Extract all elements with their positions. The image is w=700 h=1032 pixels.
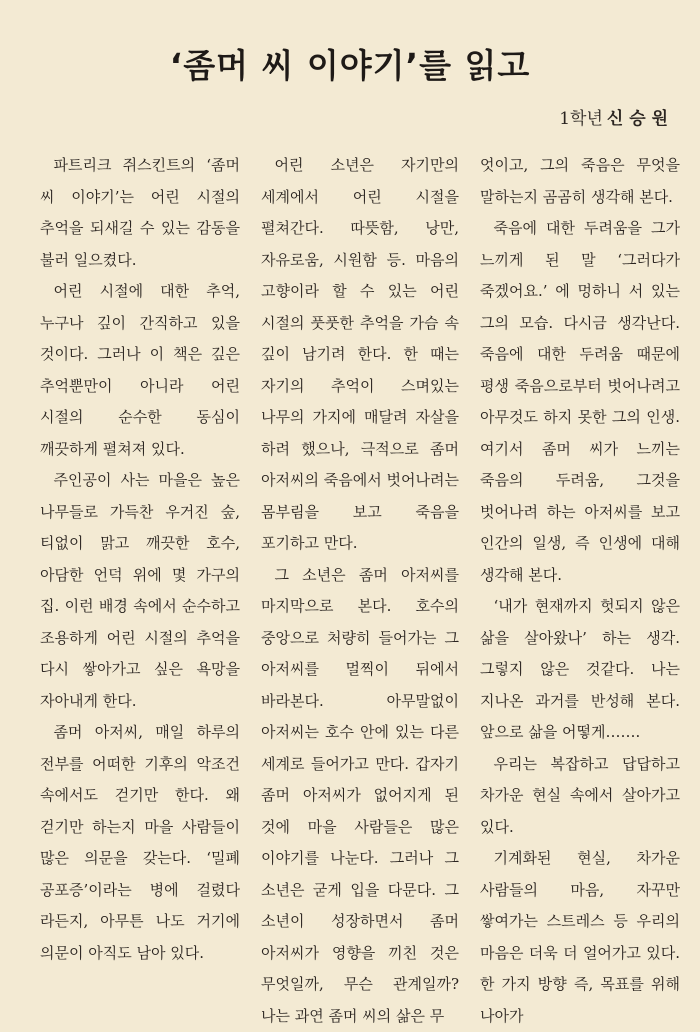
paragraph: 죽음에 대한 두려움을 그가 느끼게 된 말 ‘그러다가 죽겠어요.’ 에 멍하니 서 있는 그의 모습. 다시금 생각난다. 죽음에 대한 두려움 때문에 평생 죽음으로부터 벗어나려고 아무것도 하지 못한 그의 인생. 여기서 좀머 씨가 느끼는 죽음의 두려움, 그것을 벗어나려 하는 아저씨를 보고 인간의 일생, 즉 인생에 대해 생각해 본다. [480, 213, 680, 591]
author-name: 신 승 원 [607, 109, 668, 129]
paragraph: 좀머 아저씨, 매일 하루의 전부를 어떠한 기후의 악조건 속에서도 걷기만 한다. 왜 걷기만 하는지 마을 사람들이 많은 의문을 갖는다. ‘밀폐 공포증’이라는 병에 걸렸다 라든지, 아무튼 나도 거기에 의문이 아직도 남아 있다. [40, 717, 240, 969]
paragraph: ‘내가 현재까지 헛되지 않은 삶을 살아왔나’ 하는 생각. 그렇지 않은 것같다. 나는 지나온 과거를 반성해 본다. 앞으로 삶을 어떻게……. [480, 591, 680, 749]
column-3 [480, 150, 680, 1032]
text-columns [40, 150, 680, 1032]
byline [559, 104, 668, 129]
page-title: ‘좀머 씨 이야기’를 읽고 [0, 40, 700, 87]
paragraph: 어린 소년은 자기만의 세계에서 어린 시절을 펼쳐간다. 따뜻함, 낭만, 자유로움, 시원함 등. 마음의 고향이라 할 수 있는 어린 시절의 풋풋한 추억을 가슴 속 깊이 남기려 한다. 한 때는 자기의 추억이 스며있는 나무의 가지에 매달려 자살을 하려 했으나, 극적으로 좀머 아저씨의 죽음에서 벗어나려는 몸부림을 보고 죽음을 포기하고 만다. [261, 150, 459, 560]
paragraph: 주인공이 사는 마을은 높은 나무들로 가득찬 우거진 숲, 티없이 맑고 깨끗한 호수, 아담한 언덕 위에 몇 가구의 집. 이런 배경 속에서 순수하고 조용하게 어린 시절의 추억을 다시 쌓아가고 싶은 욕망을 자아내게 한다. [40, 465, 240, 717]
paragraph: 우리는 복잡하고 답답하고 차가운 현실 속에서 살아가고 있다. [480, 749, 680, 844]
author-grade: 1학년 [559, 109, 603, 129]
paragraph-continued: 엇이고, 그의 죽음은 무엇을 말하는지 곰곰히 생각해 본다. [480, 150, 680, 213]
column-2 [261, 150, 459, 1032]
paragraph: 파트리크 쥐스킨트의 ‘좀머 씨 이야기’는 어린 시절의 추억을 되새길 수 있는 감동을 불러 일으켰다. [40, 150, 240, 276]
paragraph: 그 소년은 좀머 아저씨를 마지막으로 본다. 호수의 중앙으로 처량히 들어가는 그 아저씨를 멀찍이 뒤에서 바라본다. 아무말없이 아저씨는 호수 안에 있는 다른 세계로 들어가고 만다. 갑자기 좀머 아저씨가 없어지게 된 것에 마을 사람들은 많은 이야기를 나눈다. 그러나 그 소년은 굳게 입을 다문다. 그 소년이 성장하면서 좀머 아저씨가 영향을 끼친 것은 무엇일까, 무슨 관계일까? 나는 과연 좀머 씨의 삶은 무 [261, 560, 459, 1032]
paragraph: 기계화된 현실, 차가운 사람들의 마음, 자꾸만 쌓여가는 스트레스 등 우리의 마음은 더욱 더 얼어가고 있다. 한 가지 방향 즉, 목표를 위해 나아가 [480, 843, 680, 1032]
column-1 [40, 150, 240, 1032]
paragraph: 어린 시절에 대한 추억, 누구나 깊이 간직하고 있을 것이다. 그러나 이 책은 깊은 추억뿐만이 아니라 어린 시절의 순수한 동심이 깨끗하게 펼쳐져 있다. [40, 276, 240, 465]
